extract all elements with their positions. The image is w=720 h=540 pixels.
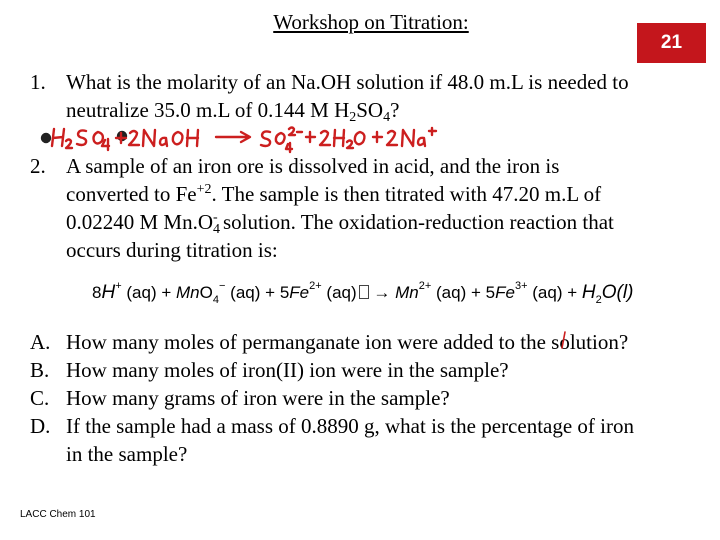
question-1-line-2 — [66, 96, 399, 124]
question-2-line-1: A sample of an iron ore is dissolved in acid, and the iron is — [66, 154, 560, 178]
species-fe: Fe — [289, 283, 310, 302]
q2-sup: +2 — [196, 182, 212, 197]
part-a-letter: A. — [30, 330, 51, 354]
plus-2: + — [265, 283, 276, 302]
species-mn: Mn — [176, 283, 200, 302]
slide-number: 21 — [660, 32, 683, 53]
question-1-number: 1. — [30, 70, 46, 94]
phase-2: (aq) — [230, 283, 261, 302]
charge-mno4: − — [219, 280, 226, 292]
coef-3: 5 — [279, 283, 290, 302]
reaction-arrow-icon: → — [373, 283, 391, 302]
species-fe3: Fe — [495, 283, 515, 302]
species-o2: O — [601, 282, 617, 303]
part-c — [30, 384, 720, 412]
placeholder-box-icon — [359, 285, 369, 299]
q1-text-a: neutralize 35.0 m.L of 0.144 M H — [66, 98, 350, 122]
part-b-letter: B. — [30, 358, 50, 382]
q1-sub-1: 2 — [349, 110, 357, 125]
part-c-text: How many grams of iron were in the sample? — [66, 386, 450, 410]
species-h: H — [101, 282, 116, 303]
q1-text-c: ? — [390, 98, 400, 122]
plus-4: + — [470, 283, 481, 302]
slide-number-badge — [637, 23, 706, 63]
slide-title — [0, 9, 720, 35]
q2-text-d: solution. The oxidation-reduction reaction that — [217, 210, 614, 234]
footer-course-label: LACC Chem 101 — [20, 509, 96, 520]
phase-6: (l) — [616, 282, 634, 303]
question-2 — [30, 152, 710, 264]
question-2-number: 2. — [30, 154, 46, 178]
question-1-line-1: What is the molarity of an Na.OH solution if 48.0 m.L is needed to — [66, 70, 629, 94]
sub-4: 4 — [212, 294, 219, 306]
q2-sub: 4 — [213, 222, 221, 237]
species-h2: H — [581, 282, 596, 303]
part-a — [30, 328, 720, 356]
charge-fe3: 3+ — [514, 280, 528, 292]
phase-4: (aq) — [436, 283, 467, 302]
part-d — [30, 412, 720, 468]
charge-h: + — [115, 280, 122, 292]
question-2-line-3 — [66, 208, 614, 236]
plus-5: + — [567, 283, 578, 302]
question-2-line-4: occurs during titration is: — [66, 238, 278, 262]
phase-1: (aq) — [126, 283, 157, 302]
plus-1: + — [161, 283, 172, 302]
part-a-text: How many moles of permanganate ion were added to the solution? — [66, 330, 629, 354]
question-2-line-2 — [66, 180, 601, 208]
pen-cursor-icon — [559, 330, 569, 350]
q2-sup-2: - — [213, 210, 218, 225]
part-d-text-1: If the sample had a mass of 0.8890 g, what is the percentage of iron — [66, 414, 634, 438]
question-1 — [30, 68, 710, 124]
q1-sub-2: 4 — [383, 110, 391, 125]
phase-3: (aq) — [326, 283, 357, 302]
q2-text-a: converted to Fe — [66, 182, 197, 206]
coef-5: 5 — [485, 283, 496, 302]
slide-title-text: Workshop on Titration: — [273, 10, 469, 34]
phase-5: (aq) — [532, 283, 563, 302]
sub-2: 2 — [595, 294, 602, 306]
part-d-text-2: in the sample? — [66, 442, 188, 466]
charge-fe2: 2+ — [309, 280, 322, 292]
part-b-text: How many moles of iron(II) ion were in the sample? — [66, 358, 509, 382]
part-b — [30, 356, 720, 384]
q2-text-b: . The sample is then titrated with 47.20 m.L of — [211, 182, 602, 206]
charge-mn2: 2+ — [418, 280, 432, 292]
q2-text-c: 0.02240 M Mn.O — [66, 210, 214, 234]
part-d-letter: D. — [30, 414, 51, 438]
coef-1: 8 — [92, 283, 102, 302]
redox-reaction-equation — [92, 278, 633, 308]
q1-text-b: SO — [356, 98, 384, 122]
species-mn2: Mn — [395, 283, 419, 302]
part-c-letter: C. — [30, 386, 50, 410]
species-o: O — [199, 283, 213, 302]
